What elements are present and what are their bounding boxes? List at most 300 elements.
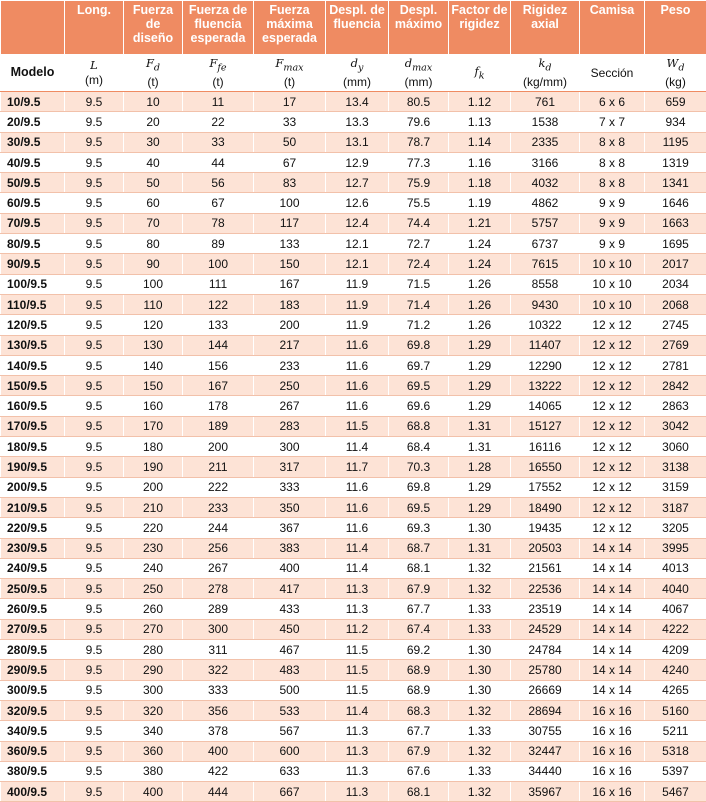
- cell-stiffness-factor: 1.26: [449, 294, 511, 314]
- table-row: [1, 92, 706, 112]
- cell-yield-displacement: 11.5: [326, 660, 389, 680]
- cell-weight: 4067: [645, 599, 706, 619]
- cell-model: 140/9.5: [1, 355, 65, 375]
- cell-casing: 8 x 8: [580, 132, 645, 152]
- cell-max-force: 533: [254, 700, 326, 720]
- cell-axial-stiffness: 24784: [511, 640, 580, 660]
- cell-max-displacement: 68.3: [389, 700, 449, 720]
- symbol-d-max: $d_{max}$: [405, 56, 433, 70]
- cell-max-displacement: 69.3: [389, 518, 449, 538]
- cell-yield-force: 300: [183, 619, 254, 639]
- cell-yield-displacement: 11.5: [326, 416, 389, 436]
- cell-model: 60/9.5: [1, 193, 65, 213]
- table-row: [1, 497, 706, 517]
- cell-max-displacement: 68.1: [389, 558, 449, 578]
- cell-yield-force: 144: [183, 335, 254, 355]
- cell-model: 120/9.5: [1, 315, 65, 335]
- cell-yield-displacement: 11.4: [326, 538, 389, 558]
- cell-stiffness-factor: 1.32: [449, 782, 511, 802]
- cell-max-displacement: 69.8: [389, 335, 449, 355]
- cell-max-displacement: 69.7: [389, 355, 449, 375]
- cell-max-force: 50: [254, 132, 326, 152]
- cell-model: 10/9.5: [1, 92, 65, 112]
- cell-design-force: 110: [124, 294, 183, 314]
- cell-design-force: 320: [124, 700, 183, 720]
- cell-max-force: 67: [254, 152, 326, 172]
- cell-yield-displacement: 11.6: [326, 497, 389, 517]
- cell-casing: 14 x 14: [580, 579, 645, 599]
- cell-design-force: 160: [124, 396, 183, 416]
- cell-design-force: 380: [124, 761, 183, 781]
- cell-max-displacement: 69.5: [389, 497, 449, 517]
- cell-casing: 8 x 8: [580, 152, 645, 172]
- cell-model: 270/9.5: [1, 619, 65, 639]
- cell-yield-displacement: 11.6: [326, 376, 389, 396]
- cell-max-force: 83: [254, 173, 326, 193]
- cell-model: 20/9.5: [1, 112, 65, 132]
- cell-design-force: 230: [124, 538, 183, 558]
- cell-casing: 12 x 12: [580, 477, 645, 497]
- cell-max-force: 133: [254, 234, 326, 254]
- cell-yield-force: 22: [183, 112, 254, 132]
- cell-model: 360/9.5: [1, 741, 65, 761]
- cell-length: 9.5: [65, 335, 124, 355]
- units-cell-stiffness-factor: [449, 55, 511, 92]
- cell-stiffness-factor: 1.33: [449, 619, 511, 639]
- cell-axial-stiffness: 12290: [511, 355, 580, 375]
- cell-max-displacement: 68.8: [389, 416, 449, 436]
- cell-yield-force: 233: [183, 497, 254, 517]
- header-cell-yield-force: Fuerza de fluencia esperada: [183, 1, 254, 55]
- cell-max-displacement: 70.3: [389, 457, 449, 477]
- table-row: [1, 437, 706, 457]
- cell-axial-stiffness: 24529: [511, 619, 580, 639]
- cell-stiffness-factor: 1.32: [449, 558, 511, 578]
- cell-design-force: 340: [124, 721, 183, 741]
- cell-axial-stiffness: 28694: [511, 700, 580, 720]
- cell-stiffness-factor: 1.13: [449, 112, 511, 132]
- cell-axial-stiffness: 20503: [511, 538, 580, 558]
- cell-axial-stiffness: 23519: [511, 599, 580, 619]
- cell-axial-stiffness: 34440: [511, 761, 580, 781]
- cell-max-displacement: 75.5: [389, 193, 449, 213]
- cell-casing: 16 x 16: [580, 741, 645, 761]
- cell-weight: 3187: [645, 497, 706, 517]
- cell-yield-force: 400: [183, 741, 254, 761]
- cell-design-force: 150: [124, 376, 183, 396]
- table-row: [1, 599, 706, 619]
- cell-max-displacement: 68.7: [389, 538, 449, 558]
- cell-length: 9.5: [65, 132, 124, 152]
- cell-yield-displacement: 11.9: [326, 274, 389, 294]
- cell-design-force: 240: [124, 558, 183, 578]
- table-row: [1, 355, 706, 375]
- cell-yield-force: 11: [183, 92, 254, 112]
- table-row: [1, 152, 706, 172]
- cell-casing: 9 x 9: [580, 193, 645, 213]
- cell-length: 9.5: [65, 761, 124, 781]
- cell-weight: 2769: [645, 335, 706, 355]
- cell-max-displacement: 74.4: [389, 213, 449, 233]
- cell-model: 200/9.5: [1, 477, 65, 497]
- cell-yield-force: 289: [183, 599, 254, 619]
- cell-max-force: 367: [254, 518, 326, 538]
- cell-weight: 5211: [645, 721, 706, 741]
- cell-weight: 3205: [645, 518, 706, 538]
- cell-stiffness-factor: 1.26: [449, 274, 511, 294]
- cell-yield-force: 133: [183, 315, 254, 335]
- cell-casing: 14 x 14: [580, 660, 645, 680]
- table-row: [1, 193, 706, 213]
- cell-length: 9.5: [65, 274, 124, 294]
- cell-yield-force: 267: [183, 558, 254, 578]
- header-cell-yield-displacement: Despl. de fluencia: [326, 1, 389, 55]
- cell-model: 230/9.5: [1, 538, 65, 558]
- cell-weight: 4013: [645, 558, 706, 578]
- cell-yield-displacement: 11.4: [326, 437, 389, 457]
- cell-max-force: 233: [254, 355, 326, 375]
- table-row: [1, 213, 706, 233]
- cell-weight: 2017: [645, 254, 706, 274]
- cell-stiffness-factor: 1.12: [449, 92, 511, 112]
- cell-axial-stiffness: 10322: [511, 315, 580, 335]
- cell-design-force: 290: [124, 660, 183, 680]
- cell-model: 250/9.5: [1, 579, 65, 599]
- cell-max-force: 333: [254, 477, 326, 497]
- cell-weight: 1195: [645, 132, 706, 152]
- cell-max-force: 633: [254, 761, 326, 781]
- cell-yield-force: 278: [183, 579, 254, 599]
- cell-model: 90/9.5: [1, 254, 65, 274]
- cell-casing: 16 x 16: [580, 721, 645, 741]
- cell-model: 160/9.5: [1, 396, 65, 416]
- cell-axial-stiffness: 18490: [511, 497, 580, 517]
- cell-casing: 10 x 10: [580, 274, 645, 294]
- cell-max-force: 317: [254, 457, 326, 477]
- cell-stiffness-factor: 1.19: [449, 193, 511, 213]
- header-cell-design-force: Fuerza de diseño: [124, 1, 183, 55]
- cell-max-displacement: 71.5: [389, 274, 449, 294]
- unit-weight: (kg): [665, 75, 686, 89]
- cell-casing: 14 x 14: [580, 538, 645, 558]
- units-cell-design-force: [124, 55, 183, 92]
- units-cell-max-displacement: [389, 55, 449, 92]
- cell-design-force: 270: [124, 619, 183, 639]
- cell-yield-force: 167: [183, 376, 254, 396]
- cell-axial-stiffness: 11407: [511, 335, 580, 355]
- cell-yield-displacement: 11.2: [326, 619, 389, 639]
- cell-model: 290/9.5: [1, 660, 65, 680]
- cell-length: 9.5: [65, 152, 124, 172]
- cell-stiffness-factor: 1.30: [449, 680, 511, 700]
- cell-casing: 12 x 12: [580, 457, 645, 477]
- cell-casing: 12 x 12: [580, 416, 645, 436]
- cell-design-force: 280: [124, 640, 183, 660]
- cell-stiffness-factor: 1.28: [449, 457, 511, 477]
- cell-design-force: 260: [124, 599, 183, 619]
- cell-max-force: 667: [254, 782, 326, 802]
- cell-max-force: 450: [254, 619, 326, 639]
- cell-yield-force: 189: [183, 416, 254, 436]
- cell-model: 260/9.5: [1, 599, 65, 619]
- cell-length: 9.5: [65, 660, 124, 680]
- table-row: [1, 335, 706, 355]
- cell-yield-displacement: 11.6: [326, 355, 389, 375]
- units-cell-length: [65, 55, 124, 92]
- cell-yield-displacement: 12.7: [326, 173, 389, 193]
- cell-stiffness-factor: 1.29: [449, 376, 511, 396]
- cell-model: 220/9.5: [1, 518, 65, 538]
- cell-stiffness-factor: 1.18: [449, 173, 511, 193]
- cell-yield-displacement: 11.9: [326, 294, 389, 314]
- cell-length: 9.5: [65, 437, 124, 457]
- cell-axial-stiffness: 4032: [511, 173, 580, 193]
- cell-max-displacement: 68.9: [389, 680, 449, 700]
- cell-yield-force: 122: [183, 294, 254, 314]
- table-row: [1, 274, 706, 294]
- cell-yield-displacement: 13.3: [326, 112, 389, 132]
- cell-weight: 3159: [645, 477, 706, 497]
- cell-yield-force: 378: [183, 721, 254, 741]
- symbol-F-max: $F_{max}$: [275, 56, 303, 70]
- cell-design-force: 130: [124, 335, 183, 355]
- header-cell-length: Long.: [65, 1, 124, 55]
- header-cell-stiffness-factor: Factor de rigidez: [449, 1, 511, 55]
- cell-stiffness-factor: 1.29: [449, 355, 511, 375]
- cell-max-force: 500: [254, 680, 326, 700]
- cell-model: 50/9.5: [1, 173, 65, 193]
- table-row: [1, 518, 706, 538]
- table-head: [1, 1, 706, 92]
- table-row: [1, 294, 706, 314]
- cell-axial-stiffness: 17552: [511, 477, 580, 497]
- cell-casing: 8 x 8: [580, 173, 645, 193]
- table-row: [1, 416, 706, 436]
- cell-model: 210/9.5: [1, 497, 65, 517]
- cell-length: 9.5: [65, 680, 124, 700]
- header-cell-axial-stiffness: Rigidez axial: [511, 1, 580, 55]
- cell-axial-stiffness: 3166: [511, 152, 580, 172]
- cell-axial-stiffness: 8558: [511, 274, 580, 294]
- header-cell-max-force: Fuerza máxima esperada: [254, 1, 326, 55]
- unit-max-displacement: (mm): [405, 75, 433, 89]
- table-row: [1, 396, 706, 416]
- cell-max-force: 350: [254, 497, 326, 517]
- cell-yield-force: 89: [183, 234, 254, 254]
- cell-length: 9.5: [65, 599, 124, 619]
- cell-max-force: 117: [254, 213, 326, 233]
- cell-stiffness-factor: 1.30: [449, 660, 511, 680]
- cell-yield-displacement: 11.6: [326, 477, 389, 497]
- cell-max-displacement: 69.2: [389, 640, 449, 660]
- cell-max-displacement: 78.7: [389, 132, 449, 152]
- cell-yield-displacement: 11.5: [326, 640, 389, 660]
- cell-weight: 3042: [645, 416, 706, 436]
- table-row: [1, 558, 706, 578]
- cell-model: 300/9.5: [1, 680, 65, 700]
- cell-weight: 4222: [645, 619, 706, 639]
- header-cell-empty: [1, 1, 65, 55]
- cell-length: 9.5: [65, 173, 124, 193]
- cell-length: 9.5: [65, 376, 124, 396]
- cell-casing: 16 x 16: [580, 782, 645, 802]
- symbol-d-y: $d_y$: [351, 56, 364, 70]
- cell-casing: 10 x 10: [580, 294, 645, 314]
- cell-max-force: 100: [254, 193, 326, 213]
- cell-model: 130/9.5: [1, 335, 65, 355]
- cell-length: 9.5: [65, 193, 124, 213]
- cell-length: 9.5: [65, 538, 124, 558]
- cell-yield-force: 311: [183, 640, 254, 660]
- cell-yield-force: 67: [183, 193, 254, 213]
- cell-casing: 12 x 12: [580, 518, 645, 538]
- cell-length: 9.5: [65, 457, 124, 477]
- cell-weight: 2034: [645, 274, 706, 294]
- cell-axial-stiffness: 35967: [511, 782, 580, 802]
- cell-max-displacement: 79.6: [389, 112, 449, 132]
- cell-max-force: 183: [254, 294, 326, 314]
- cell-casing: 12 x 12: [580, 315, 645, 335]
- table-row: [1, 721, 706, 741]
- cell-casing: 14 x 14: [580, 599, 645, 619]
- cell-design-force: 50: [124, 173, 183, 193]
- cell-casing: 6 x 6: [580, 92, 645, 112]
- cell-design-force: 60: [124, 193, 183, 213]
- cell-design-force: 140: [124, 355, 183, 375]
- cell-max-displacement: 67.9: [389, 741, 449, 761]
- cell-casing: 12 x 12: [580, 396, 645, 416]
- cell-design-force: 80: [124, 234, 183, 254]
- cell-yield-force: 356: [183, 700, 254, 720]
- cell-weight: 3138: [645, 457, 706, 477]
- cell-axial-stiffness: 19435: [511, 518, 580, 538]
- cell-max-displacement: 68.4: [389, 437, 449, 457]
- cell-yield-displacement: 11.6: [326, 518, 389, 538]
- cell-max-force: 400: [254, 558, 326, 578]
- cell-stiffness-factor: 1.29: [449, 335, 511, 355]
- cell-weight: 4265: [645, 680, 706, 700]
- cell-model: 150/9.5: [1, 376, 65, 396]
- cell-length: 9.5: [65, 782, 124, 802]
- cell-yield-force: 178: [183, 396, 254, 416]
- cell-length: 9.5: [65, 355, 124, 375]
- cell-casing: 14 x 14: [580, 640, 645, 660]
- table-row: [1, 315, 706, 335]
- cell-model: 320/9.5: [1, 700, 65, 720]
- unit-design-force: (t): [147, 75, 158, 89]
- cell-stiffness-factor: 1.32: [449, 700, 511, 720]
- cell-stiffness-factor: 1.30: [449, 640, 511, 660]
- cell-weight: 4240: [645, 660, 706, 680]
- cell-length: 9.5: [65, 558, 124, 578]
- cell-casing: 12 x 12: [580, 376, 645, 396]
- cell-weight: 1663: [645, 213, 706, 233]
- units-cell-max-force: [254, 55, 326, 92]
- cell-stiffness-factor: 1.14: [449, 132, 511, 152]
- symbol-F-fe: $F_{fe}$: [209, 56, 226, 70]
- cell-yield-displacement: 11.3: [326, 599, 389, 619]
- cell-max-force: 217: [254, 335, 326, 355]
- cell-stiffness-factor: 1.32: [449, 579, 511, 599]
- cell-max-force: 17: [254, 92, 326, 112]
- cell-weight: 1319: [645, 152, 706, 172]
- cell-max-displacement: 67.6: [389, 761, 449, 781]
- units-cell-weight: [645, 55, 706, 92]
- cell-axial-stiffness: 22536: [511, 579, 580, 599]
- cell-stiffness-factor: 1.29: [449, 497, 511, 517]
- cell-casing: 12 x 12: [580, 335, 645, 355]
- symbol-F-d: $F_d$: [146, 56, 160, 70]
- cell-stiffness-factor: 1.33: [449, 761, 511, 781]
- cell-max-displacement: 72.7: [389, 234, 449, 254]
- cell-max-force: 300: [254, 437, 326, 457]
- cell-yield-displacement: 11.5: [326, 680, 389, 700]
- cell-model: 380/9.5: [1, 761, 65, 781]
- cell-max-displacement: 77.3: [389, 152, 449, 172]
- cell-axial-stiffness: 15127: [511, 416, 580, 436]
- cell-model: 170/9.5: [1, 416, 65, 436]
- cell-weight: 4040: [645, 579, 706, 599]
- cell-yield-force: 44: [183, 152, 254, 172]
- cell-length: 9.5: [65, 579, 124, 599]
- cell-max-displacement: 75.9: [389, 173, 449, 193]
- cell-weight: 5397: [645, 761, 706, 781]
- cell-yield-force: 111: [183, 274, 254, 294]
- cell-weight: 4209: [645, 640, 706, 660]
- symbol-L: L: [90, 58, 98, 72]
- cell-design-force: 120: [124, 315, 183, 335]
- cell-casing: 14 x 14: [580, 680, 645, 700]
- cell-design-force: 300: [124, 680, 183, 700]
- table-row: [1, 761, 706, 781]
- cell-design-force: 90: [124, 254, 183, 274]
- cell-weight: 5318: [645, 741, 706, 761]
- cell-yield-force: 211: [183, 457, 254, 477]
- cell-max-displacement: 69.5: [389, 376, 449, 396]
- cell-stiffness-factor: 1.29: [449, 477, 511, 497]
- cell-axial-stiffness: 16116: [511, 437, 580, 457]
- cell-weight: 2745: [645, 315, 706, 335]
- cell-axial-stiffness: 5757: [511, 213, 580, 233]
- cell-yield-force: 56: [183, 173, 254, 193]
- symbol-f-k: $f_k$: [474, 64, 484, 78]
- cell-casing: 14 x 14: [580, 619, 645, 639]
- cell-length: 9.5: [65, 396, 124, 416]
- cell-max-force: 267: [254, 396, 326, 416]
- cell-stiffness-factor: 1.33: [449, 599, 511, 619]
- cell-max-force: 600: [254, 741, 326, 761]
- cell-axial-stiffness: 16550: [511, 457, 580, 477]
- cell-yield-force: 333: [183, 680, 254, 700]
- unit-max-force: (t): [284, 75, 295, 89]
- cell-max-force: 33: [254, 112, 326, 132]
- cell-model: 340/9.5: [1, 721, 65, 741]
- cell-stiffness-factor: 1.29: [449, 396, 511, 416]
- cell-yield-displacement: 11.3: [326, 761, 389, 781]
- cell-stiffness-factor: 1.24: [449, 254, 511, 274]
- cell-casing: 16 x 16: [580, 700, 645, 720]
- cell-stiffness-factor: 1.33: [449, 721, 511, 741]
- cell-length: 9.5: [65, 640, 124, 660]
- cell-max-displacement: 67.4: [389, 619, 449, 639]
- cell-axial-stiffness: 25780: [511, 660, 580, 680]
- cell-design-force: 250: [124, 579, 183, 599]
- table-row: [1, 376, 706, 396]
- cell-model: 100/9.5: [1, 274, 65, 294]
- cell-design-force: 220: [124, 518, 183, 538]
- cell-design-force: 400: [124, 782, 183, 802]
- cell-design-force: 40: [124, 152, 183, 172]
